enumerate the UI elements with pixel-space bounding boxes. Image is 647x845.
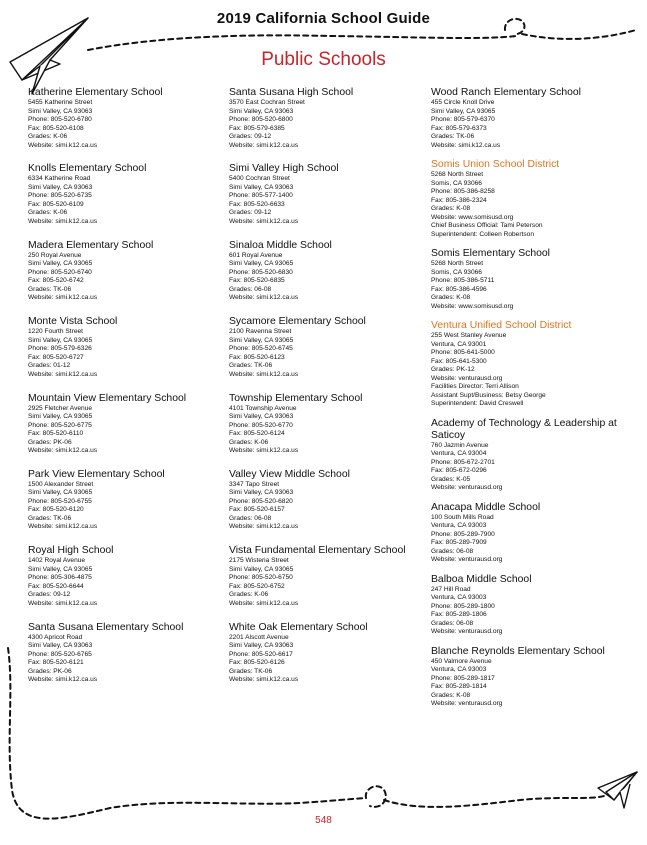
listing-detail-line: Phone: 805-579-6370	[431, 116, 495, 123]
listing-detail-line: Grades: K-06	[28, 133, 68, 140]
listing-detail-line: 255 West Stanley Avenue	[431, 332, 507, 339]
listing-detail-line: Grades: K-08	[431, 294, 471, 301]
listing-detail-line: Website: simi.k12.ca.us	[229, 217, 299, 225]
school-name: Sinaloa Middle School	[229, 239, 332, 251]
listing-detail-line: Simi Valley, CA 93065	[229, 565, 294, 573]
listing-detail-line: Phone: 805-520-6765	[28, 650, 92, 658]
listing-detail-line: Simi Valley, CA 93065	[28, 260, 93, 268]
listing-detail-line: Website: simi.k12.ca.us	[28, 217, 98, 225]
listing-detail-line: Grades: 06-08	[431, 547, 474, 555]
listing-detail-line: 2100 Ravenna Street	[229, 328, 292, 336]
listing-detail-line: Grades: K-08	[431, 691, 471, 699]
school-column-3	[431, 87, 636, 718]
listing-detail-line: Grades: 06-08	[229, 285, 272, 293]
listing-detail-line: 6334 Katherine Road	[28, 175, 91, 183]
listing-detail-line: Phone: 805-386-5711	[431, 277, 495, 284]
listing-detail-line: Grades: K-05	[431, 475, 471, 483]
listing-detail-line: Website: venturausd.org	[431, 556, 503, 563]
listing-detail-line: Grades: PK-06	[28, 438, 72, 446]
listing-detail-line: Phone: 805-641-5000	[431, 349, 495, 356]
listing-detail-line: 450 Valmore Avenue	[431, 657, 492, 665]
listing-detail-line: Somis, CA 93066	[431, 179, 482, 187]
school-listing	[28, 240, 228, 316]
school-name: Balboa Middle School	[431, 573, 532, 585]
school-listing	[229, 316, 429, 392]
school-name: Township Elementary School	[229, 392, 363, 404]
listing-detail-line: Phone: 805-520-6750	[229, 574, 293, 582]
listing-detail-line: Phone: 805-289-1817	[431, 674, 495, 682]
listing-detail-line: Simi Valley, CA 93065	[28, 336, 93, 344]
listing-detail-line: Grades: TK-06	[229, 362, 273, 370]
listing-detail-line: Simi Valley, CA 93065	[431, 107, 496, 115]
listing-detail-line: 5268 North Street	[431, 260, 484, 267]
school-listing	[28, 87, 228, 163]
listing-detail-line: 4300 Apricot Road	[28, 633, 83, 641]
school-name: Anacapa Middle School	[431, 501, 541, 513]
listing-detail-line: Website: simi.k12.ca.us	[28, 294, 98, 302]
listing-detail-line: Grades: 09-12	[229, 133, 272, 140]
listing-detail-line: Fax: 805-520-6727	[28, 353, 84, 361]
school-listing	[431, 418, 636, 493]
listing-detail-line: Fax: 805-520-6633	[229, 200, 285, 208]
listing-detail-line: Phone: 805-289-7900	[431, 530, 495, 538]
listing-detail-line: Fax: 805-289-1806	[431, 611, 487, 618]
listing-detail-line: Website: www.somisusd.org	[431, 213, 514, 221]
listing-detail-line: Website: simi.k12.ca.us	[229, 676, 299, 684]
listing-detail-line: Fax: 805-386-2324	[431, 196, 487, 204]
listing-detail-line: Phone: 805-520-6617	[229, 650, 293, 658]
listing-detail-line: Grades: K-06	[229, 438, 269, 446]
listing-detail-line: Grades: K-06	[229, 591, 269, 599]
listing-detail-line: Phone: 805-577-1400	[229, 192, 293, 200]
school-listing	[28, 469, 228, 545]
listing-detail-line: Grades: 09-12	[28, 591, 71, 599]
listing-detail-line: Website: simi.k12.ca.us	[28, 447, 98, 455]
listing-detail-line: Website: simi.k12.ca.us	[229, 370, 299, 378]
listing-detail-line: Fax: 805-672-0296	[431, 467, 487, 474]
listing-detail-line: Assistant Supt/Business: Betsy George	[431, 391, 546, 399]
school-name: Academy of Technology & Leadership at Saticoy	[431, 417, 617, 441]
school-name: White Oak Elementary School	[229, 621, 368, 633]
listing-detail-line: Grades: K-08	[431, 205, 471, 212]
listing-detail-line: Website: simi.k12.ca.us	[28, 599, 98, 607]
listing-detail-line: 5455 Katherine Street	[28, 99, 93, 106]
listing-detail-line: Website: venturausd.org	[431, 374, 503, 382]
listing-detail-line: Simi Valley, CA 93063	[229, 489, 294, 497]
listing-detail-line: 5268 North Street	[431, 171, 484, 178]
school-name: Royal High School	[28, 545, 114, 557]
listing-detail-line: Website: simi.k12.ca.us	[229, 599, 299, 607]
listing-detail-line: Website: simi.k12.ca.us	[28, 676, 98, 684]
listing-detail-line: Ventura, CA 93003	[431, 522, 487, 529]
listing-detail-line: Fax: 805-289-7909	[431, 539, 487, 546]
listing-detail-line: Fax: 805-520-6157	[229, 506, 285, 514]
listing-detail-line: Website: simi.k12.ca.us	[28, 370, 98, 378]
school-name: Sycamore Elementary School	[229, 316, 366, 328]
listing-detail-line: Superintendent: David Creswell	[431, 400, 524, 407]
page-number: 548	[315, 815, 332, 826]
listing-detail-line: 3347 Tapo Street	[229, 480, 280, 488]
listing-detail-line: Website: venturausd.org	[431, 628, 503, 635]
listing-detail-line: Facilities Director: Terri Allison	[431, 383, 519, 390]
listing-detail-line: Website: venturausd.org	[431, 484, 503, 491]
listing-detail-line: Simi Valley, CA 93065	[28, 489, 93, 497]
listing-detail-line: 2201 Alscott Avenue	[229, 633, 289, 641]
school-listing	[431, 502, 636, 565]
school-column-1	[28, 87, 228, 698]
school-name: Mountain View Elementary School	[28, 392, 187, 404]
listing-detail-line: Simi Valley, CA 93063	[28, 107, 93, 115]
school-name: Wood Ranch Elementary School	[431, 87, 581, 98]
listing-detail-line: Ventura, CA 93004	[431, 450, 487, 457]
listing-detail-line: Simi Valley, CA 93063	[229, 642, 294, 650]
listing-detail-line: 100 South Mills Road	[431, 513, 494, 521]
school-listing	[229, 393, 429, 469]
listing-detail-line: Simi Valley, CA 93063	[28, 642, 93, 650]
district-name: Somis Union School District	[431, 159, 560, 170]
listing-detail-line: Fax: 805-579-6373	[431, 124, 487, 132]
listing-detail-line: Fax: 805-520-6835	[229, 277, 285, 285]
listing-detail-line: Simi Valley, CA 93063	[229, 107, 294, 115]
listing-detail-line: Grades: 09-12	[229, 209, 272, 217]
listing-detail-line: Grades: TK-06	[28, 285, 72, 293]
listing-detail-line: Phone: 805-579-6326	[28, 345, 92, 353]
listing-detail-line: 1402 Royal Avenue	[28, 557, 86, 565]
school-column-2	[229, 87, 429, 698]
school-listing	[431, 574, 636, 637]
listing-detail-line: 2175 Wisteria Street	[229, 557, 289, 565]
school-name: Monte Vista School	[28, 316, 118, 328]
listing-detail-line: Grades: 06-08	[229, 514, 272, 522]
listing-detail-line: Phone: 805-520-6820	[229, 497, 293, 505]
listing-detail-line: Website: simi.k12.ca.us	[229, 447, 299, 455]
school-name: Katherine Elementary School	[28, 87, 163, 98]
school-listing	[431, 87, 636, 150]
listing-detail-line: Superintendent: Colleen Robertson	[431, 230, 535, 238]
listing-detail-line: 601 Royal Avenue	[229, 251, 283, 259]
school-name: Somis Elementary School	[431, 248, 550, 259]
school-name: Valley View Middle School	[229, 468, 350, 480]
listing-detail-line: 1220 Fourth Street	[28, 328, 83, 336]
school-listing	[229, 545, 429, 621]
school-listing	[28, 163, 228, 239]
listing-detail-line: Simi Valley, CA 93063	[28, 183, 93, 191]
listing-detail-line: 1500 Alexander Street	[28, 480, 94, 488]
listing-detail-line: Phone: 805-520-6735	[28, 192, 92, 200]
paper-plane-icon	[598, 772, 637, 808]
district-name: Ventura Unified School District	[431, 320, 572, 331]
listing-detail-line: Fax: 805-520-6121	[28, 659, 84, 667]
listing-detail-line: 247 Hill Road	[431, 585, 471, 593]
school-listing	[28, 393, 228, 469]
listing-detail-line: 455 Circle Knoll Drive	[431, 99, 495, 106]
listing-detail-line: Simi Valley, CA 93065	[229, 336, 294, 344]
listing-detail-line: Phone: 805-672-2701	[431, 458, 495, 466]
listing-detail-line: Simi Valley, CA 93063	[229, 413, 294, 421]
school-listing	[431, 646, 636, 709]
listing-detail-line: Phone: 805-520-6800	[229, 116, 293, 123]
listing-detail-line: Website: simi.k12.ca.us	[431, 141, 501, 149]
listing-detail-line: Ventura, CA 93001	[431, 340, 487, 348]
listing-detail-line: Phone: 805-520-6830	[229, 268, 293, 276]
listing-detail-line: Phone: 805-289-1800	[431, 602, 495, 610]
listing-detail-line: Grades: 01-12	[28, 362, 71, 370]
listing-detail-line: Phone: 805-520-6770	[229, 421, 293, 429]
listing-detail-line: Phone: 805-520-6740	[28, 268, 92, 276]
listing-detail-line: Fax: 805-641-5300	[431, 357, 487, 365]
listing-detail-line: Fax: 805-520-6644	[28, 582, 84, 590]
listing-detail-line: Fax: 805-520-6110	[28, 430, 84, 438]
listing-detail-line: Fax: 805-520-6742	[28, 277, 84, 285]
school-name: Simi Valley High School	[229, 163, 339, 175]
listing-detail-line: Grades: PK-12	[431, 366, 475, 373]
school-listing	[229, 163, 429, 239]
listing-detail-line: Fax: 805-520-6126	[229, 659, 285, 667]
listing-detail-line: 4101 Township Avenue	[229, 404, 297, 412]
school-listing	[28, 622, 228, 698]
listing-detail-line: Website: simi.k12.ca.us	[28, 523, 98, 531]
listing-detail-line: 250 Royal Avenue	[28, 251, 82, 259]
school-listing	[229, 469, 429, 545]
school-name: Park View Elementary School	[28, 468, 165, 480]
listing-detail-line: Phone: 805-386-8258	[431, 188, 495, 195]
school-listing	[28, 316, 228, 392]
listing-detail-line: Ventura, CA 93003	[431, 594, 487, 601]
listing-detail-line: Fax: 805-520-6124	[229, 430, 285, 438]
school-name: Vista Fundamental Elementary School	[229, 545, 406, 557]
listing-detail-line: 2925 Fletcher Avenue	[28, 404, 93, 412]
school-name: Madera Elementary School	[28, 239, 154, 251]
school-name: Blanche Reynolds Elementary School	[431, 645, 605, 657]
district-listing	[431, 159, 636, 239]
school-listing	[431, 248, 636, 311]
school-listing	[229, 87, 429, 163]
listing-detail-line: Phone: 805-520-6775	[28, 421, 92, 429]
listing-detail-line: Grades: TK-06	[229, 667, 273, 675]
listing-detail-line: Phone: 805-306-4875	[28, 574, 92, 582]
listing-detail-line: Fax: 805-520-6120	[28, 506, 84, 514]
listing-detail-line: Website: simi.k12.ca.us	[229, 141, 299, 149]
listing-detail-line: Simi Valley, CA 93063	[229, 183, 294, 191]
school-listing	[28, 545, 228, 621]
listing-detail-line: 5400 Cochran Street	[229, 175, 290, 183]
listing-detail-line: 3570 East Cochran Street	[229, 99, 305, 106]
listing-detail-line: Phone: 805-520-6755	[28, 497, 92, 505]
listing-detail-line: Grades: TK-06	[431, 133, 475, 140]
listing-detail-line: Fax: 805-520-6752	[229, 582, 285, 590]
listing-detail-line: Fax: 805-579-6385	[229, 124, 285, 132]
listing-detail-line: Phone: 805-520-6780	[28, 116, 92, 123]
listing-detail-line: Phone: 805-520-6745	[229, 345, 293, 353]
listing-detail-line: Grades: K-06	[28, 209, 68, 217]
school-name: Santa Susana Elementary School	[28, 621, 184, 633]
listing-detail-line: Website: www.somisusd.org	[431, 302, 514, 310]
school-name: Santa Susana High School	[229, 87, 354, 98]
listing-detail-line: Chief Business Official: Tami Peterson	[431, 222, 543, 229]
listing-detail-line: Website: simi.k12.ca.us	[229, 523, 299, 531]
listing-detail-line: Somis, CA 93066	[431, 268, 482, 276]
listing-detail-line: Fax: 805-520-6109	[28, 200, 84, 208]
listing-detail-line: Simi Valley, CA 93065	[28, 565, 93, 573]
listing-detail-line: Grades: 06-08	[431, 619, 474, 627]
listing-detail-line: 760 Jazmin Avenue	[431, 441, 489, 449]
listing-detail-line: Fax: 805-386-4596	[431, 285, 487, 293]
listing-detail-line: Fax: 805-520-6108	[28, 124, 84, 132]
guide-title: 2019 California School Guide	[216, 10, 431, 27]
district-listing	[431, 320, 636, 409]
listing-detail-line: Website: simi.k12.ca.us	[28, 141, 98, 149]
section-title: Public Schools	[261, 49, 386, 70]
listing-detail-line: Website: venturausd.org	[431, 700, 503, 707]
school-listing	[229, 240, 429, 316]
listing-detail-line: Grades: PK-06	[28, 667, 72, 675]
listing-detail-line: Grades: TK-06	[28, 514, 72, 522]
listing-detail-line: Simi Valley, CA 93065	[229, 260, 294, 268]
listing-detail-line: Simi Valley, CA 93065	[28, 413, 93, 421]
school-name: Knolls Elementary School	[28, 163, 147, 175]
listing-detail-line: Fax: 805-520-6123	[229, 353, 285, 361]
listing-detail-line: Ventura, CA 93003	[431, 666, 487, 673]
listing-detail-line: Fax: 805-289-1814	[431, 683, 487, 690]
listing-detail-line: Website: simi.k12.ca.us	[229, 294, 299, 302]
school-listing	[229, 622, 429, 698]
